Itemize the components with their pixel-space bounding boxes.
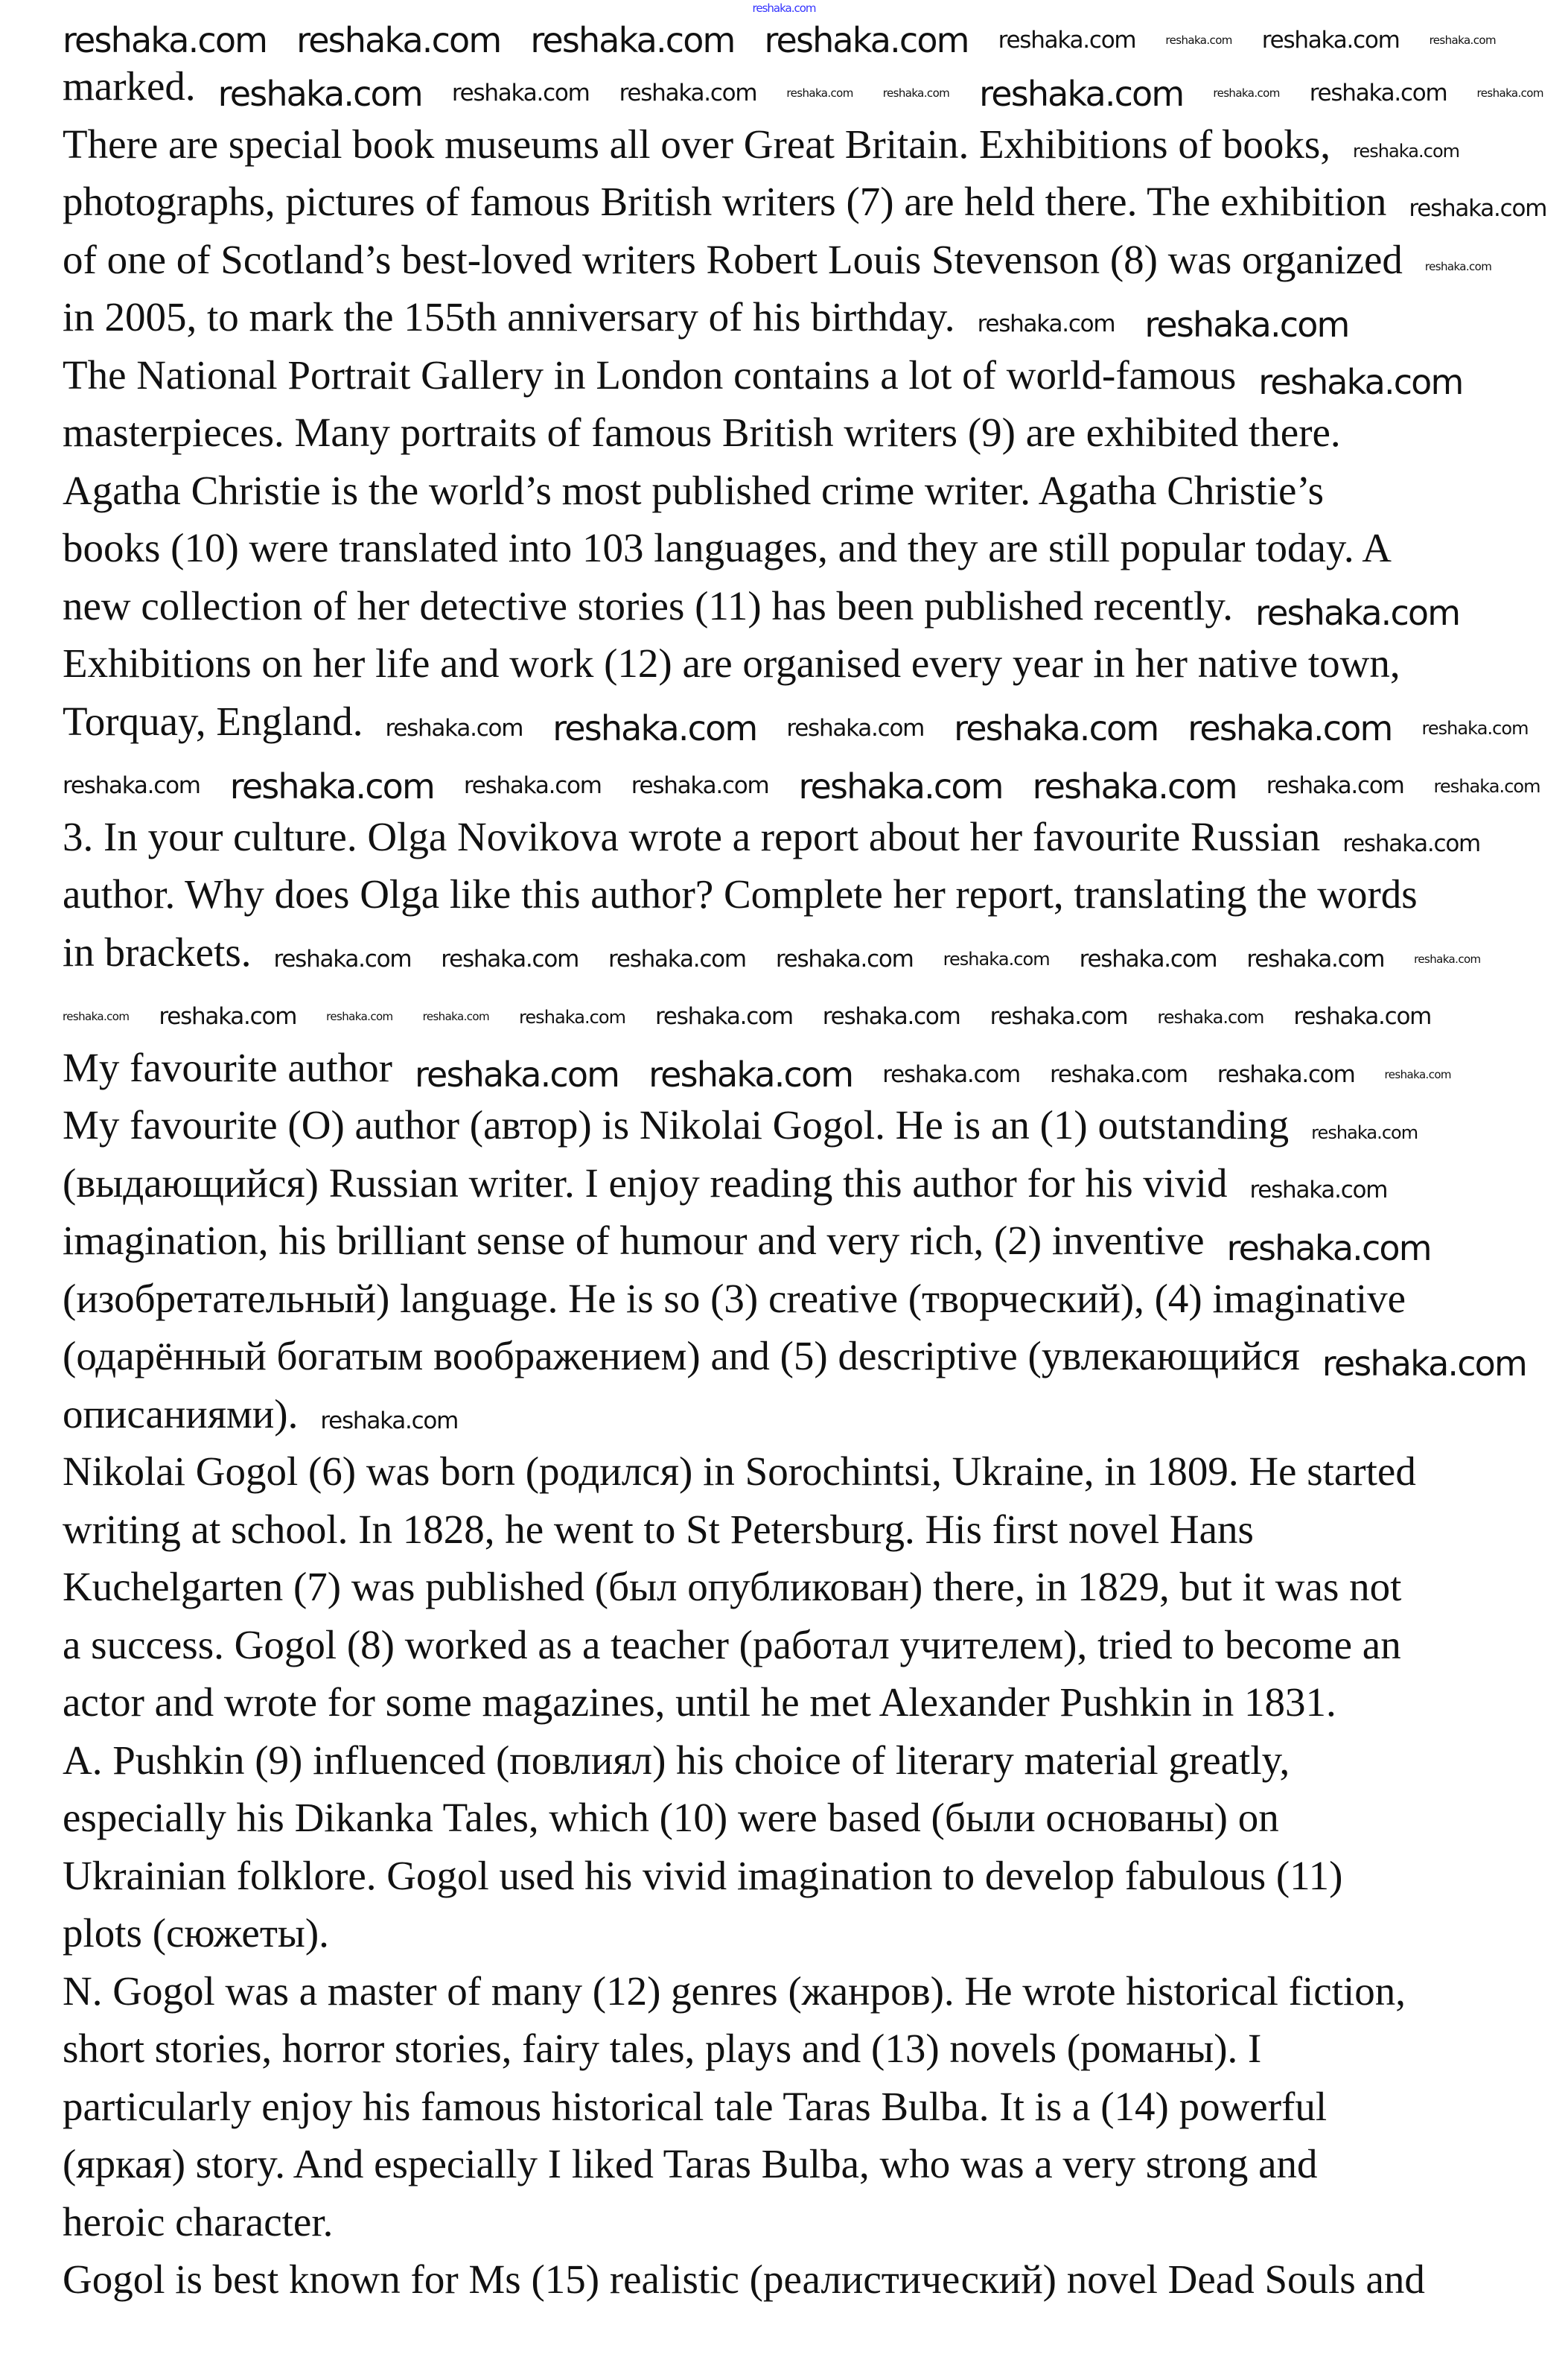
text-line: heroic character. [63,2198,334,2245]
watermark: reshaka.com [786,714,925,742]
text-line: especially his Dikanka Tales, which (10) were based (были основаны) on [63,1795,1279,1840]
watermark: reshaka.com [954,708,1159,749]
text-line: My favourite author [63,1044,392,1090]
watermark: reshaka.com [1246,945,1385,973]
watermark: reshaka.com [422,1010,489,1024]
site-header-link[interactable]: reshaka.com [752,1,816,15]
watermark: reshaka.com [1217,1060,1355,1088]
watermark: reshaka.com [977,311,1115,338]
watermark: reshaka.com [943,949,1050,970]
text-line: Agatha Christie is the world’s most published crime writer. Agatha Christie’s [63,467,1325,513]
text-line: masterpieces. Many portraits of famous British writers (9) are exhibited there. [63,410,1341,455]
watermark: reshaka.com [1293,1003,1432,1031]
text-line: Torquay, England. [63,698,363,744]
text-line: описаниями). [63,1390,299,1437]
watermark: reshaka.com [1414,952,1481,966]
watermark: reshaka.com [463,772,602,800]
watermark: reshaka.com [1261,26,1400,54]
watermark: reshaka.com [451,80,590,107]
text-line: imagination, his brilliant sense of humour and very rich, (2) inventive [63,1218,1205,1263]
watermark: reshaka.com [979,73,1184,114]
watermark: reshaka.com [1309,80,1447,107]
text-line: The National Portrait Gallery in London contains a lot of world-famous [63,352,1237,398]
text-line: new collection of her detective stories (11) has been published recently. [63,582,1234,629]
watermark: reshaka.com [326,1010,393,1024]
watermark: reshaka.com [764,20,969,60]
watermark: reshaka.com [1266,772,1404,800]
watermark: reshaka.com [518,1006,626,1028]
text-line: photographs, pictures of famous British writers (7) are held there. The exhibition [63,179,1387,224]
watermark: reshaka.com [775,945,914,973]
watermark: reshaka.com [1032,766,1237,807]
text-line: (яркая) story. And especially I liked Taras Bulba, who was a very strong and [63,2141,1318,2186]
watermark: reshaka.com [1384,1067,1451,1081]
watermark: reshaka.com [414,1055,619,1095]
watermark: reshaka.com [882,86,950,101]
watermark: reshaka.com [217,73,422,114]
text-line: a success. Gogol (8) worked as a teacher (работал учителем), tried to become an [63,1621,1401,1667]
watermark: reshaka.com [1421,718,1529,739]
watermark: reshaka.com [998,26,1136,54]
text-line: of one of Scotland’s best-loved writers Robert Louis Stevenson (8) was organized [63,236,1403,282]
text-line: Exhibitions on her life and work (12) are organised every year in her native town, [63,640,1400,686]
watermark: reshaka.com [1165,33,1232,47]
watermark: reshaka.com [798,766,1003,807]
watermark: reshaka.com [296,20,501,60]
watermark: reshaka.com [63,1010,130,1024]
watermark: reshaka.com [273,945,412,973]
text-line: (изобретательный) language. He is so (3) creative (творческий), (4) imaginative [63,1275,1406,1321]
watermark: reshaka.com [1353,141,1460,162]
watermark: reshaka.com [63,20,267,60]
watermark: reshaka.com [1429,33,1496,47]
watermark: reshaka.com [1249,1176,1388,1203]
watermark: reshaka.com [1258,362,1463,403]
watermark: reshaka.com [648,1055,853,1095]
watermark: reshaka.com [63,772,200,800]
watermark: reshaka.com [1050,1060,1188,1088]
text-line: Ukrainian folklore. Gogol used his vivid imagination to develop fabulous (11) [63,1852,1343,1898]
text-line: There are special book museums all over Great Britain. Exhibitions of books, [63,121,1331,167]
text-line: My favourite (O) author (автор) is Nikolai Gogol. He is an (1) outstanding [63,1102,1290,1148]
watermark: reshaka.com [1409,195,1547,223]
text-line: 3. In your culture. Olga Novikova wrote a report about her favourite Russian [63,813,1321,859]
text-line: (выдающийся) Russian writer. I enjoy reading this author for his vivid [63,1160,1228,1206]
watermark: reshaka.com [822,1003,960,1031]
watermark: reshaka.com [1144,304,1349,345]
watermark: reshaka.com [608,945,746,973]
watermark: reshaka.com [655,1003,793,1031]
watermark: reshaka.com [1342,830,1481,857]
text-line: actor and wrote for some magazines, until he met Alexander Pushkin in 1831. [63,1679,1336,1725]
text-line: short stories, horror stories, fairy tales, plays and (13) novels (романы). I [63,2026,1262,2071]
text-line: N. Gogol was a master of many (12) genres (жанров). He wrote historical fiction, [63,1968,1406,2014]
text-line: writing at school. In 1828, he went to St Petersburg. His first novel Hans [63,1506,1254,1552]
watermark: reshaka.com [1226,1227,1431,1268]
watermark: reshaka.com [1079,945,1217,973]
watermark: reshaka.com [989,1003,1128,1031]
watermark: reshaka.com [1188,708,1392,749]
text-line: author. Why does Olga like this author? Complete her report, translating the words [63,871,1418,917]
text-line: particularly enjoy his famous historical tale Taras Bulba. It is a (14) powerful [63,2083,1328,2129]
text-line: A. Pushkin (9) influenced (повлиял) his choice of literary material greatly, [63,1737,1290,1783]
watermark: reshaka.com [530,20,735,60]
watermark: reshaka.com [385,714,523,742]
watermark: reshaka.com [786,86,853,101]
text-line: Nikolai Gogol (6) was born (родился) in Sorochintsi, Ukraine, in 1809. He started [63,1448,1416,1494]
watermark: reshaka.com [1433,775,1540,797]
text-line: in brackets. [63,929,252,975]
watermark: reshaka.com [320,1407,459,1434]
text-line: (одарённый богатым воображением) and (5) descriptive (увлекающийся [63,1333,1300,1378]
watermark: reshaka.com [1322,1343,1526,1384]
watermark: reshaka.com [159,1003,297,1031]
watermark: reshaka.com [1424,259,1492,273]
watermark: reshaka.com [229,766,434,807]
text-line: in 2005, to mark the 155th anniversary of his birthday. [63,294,955,340]
watermark: reshaka.com [441,945,579,973]
text-line: books (10) were translated into 103 languages, and they are still popular today. A [63,525,1392,570]
text-line: marked. [63,63,196,109]
watermark: reshaka.com [1213,86,1280,101]
watermark: reshaka.com [552,708,757,749]
watermark: reshaka.com [1157,1006,1264,1028]
watermark: reshaka.com [882,1060,1021,1088]
watermark: reshaka.com [1476,86,1543,101]
watermark: reshaka.com [619,80,757,107]
watermark: reshaka.com [1255,593,1460,634]
text-line: Gogol is best known for Ms (15) realistic (реалистический) novel Dead Souls and [63,2256,1425,2302]
watermark: reshaka.com [1311,1122,1418,1143]
text-line: Kuchelgarten (7) was published (был опубликован) there, in 1829, but it was not [63,1564,1402,1609]
text-line: plots (сюжеты). [63,1910,329,1956]
watermark: reshaka.com [631,772,769,800]
